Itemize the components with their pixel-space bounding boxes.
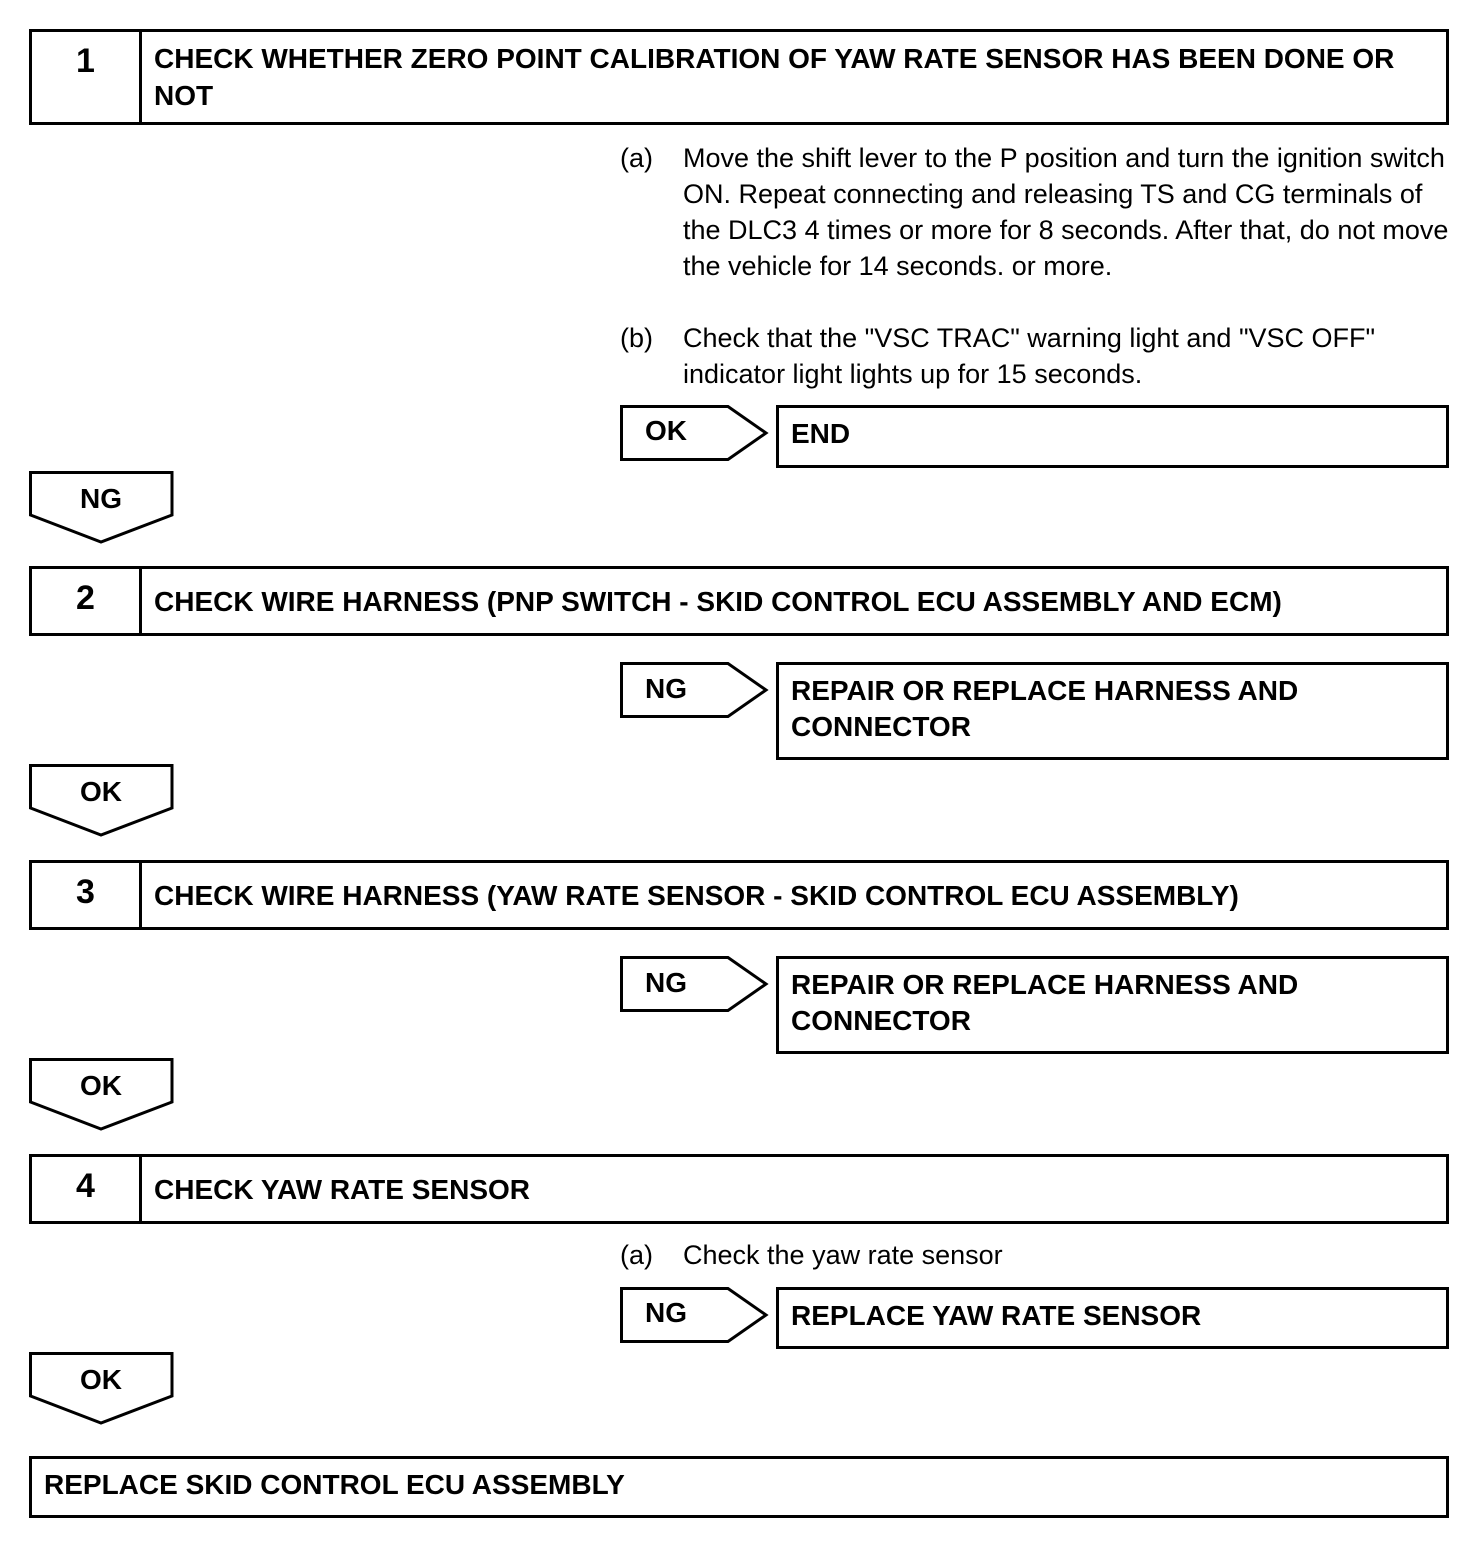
step-4-title: CHECK YAW RATE SENSOR [154, 1174, 530, 1205]
down-arrow-3-label: OK [80, 1070, 122, 1101]
step-4-number: 4 [32, 1157, 142, 1221]
down-arrow-1-label: NG [80, 483, 122, 514]
step-2-title: CHECK WIRE HARNESS (PNP SWITCH - SKID CONTROL ECU ASSEMBLY AND ECM) [154, 586, 1282, 617]
step-3-number: 3 [32, 863, 142, 927]
branch-4-result: REPLACE YAW RATE SENSOR [776, 1287, 1449, 1349]
step-2-box [29, 566, 1449, 636]
step-3-title: CHECK WIRE HARNESS (YAW RATE SENSOR - SKID CONTROL ECU ASSEMBLY) [154, 880, 1239, 911]
branch-1-result: END [776, 405, 1449, 468]
step-4-note-a [620, 1237, 1450, 1273]
down-arrow-4-label: OK [80, 1364, 122, 1395]
step-1-box [29, 29, 1449, 125]
step-3-box [29, 860, 1449, 930]
note-mark: (a) [620, 143, 653, 173]
note-mark: (b) [620, 323, 653, 353]
branch-2-result: REPAIR OR REPLACE HARNESS AND CONNECTOR [776, 662, 1449, 760]
final-box: REPLACE SKID CONTROL ECU ASSEMBLY [29, 1456, 1449, 1518]
branch-3-label: NG [645, 967, 687, 998]
note-mark: (a) [620, 1240, 653, 1270]
step-1-note-a [620, 140, 1450, 284]
down-arrow-2-label: OK [80, 776, 122, 807]
branch-2-label: NG [645, 673, 687, 704]
step-1-note-b [620, 320, 1450, 392]
branch-4-label: NG [645, 1297, 687, 1328]
step-4-box [29, 1154, 1449, 1224]
note-text: Move the shift lever to the P position and turn the ignition switch ON. Repeat connecting and releasing TS and CG terminals of the DLC3 4 times or more for 8 seconds. After that, do not move the vehicle for 14 seconds. or more. [683, 143, 1449, 281]
note-text: Check the yaw rate sensor [683, 1240, 1003, 1270]
step-2-number: 2 [32, 569, 142, 633]
step-1-number: 1 [32, 32, 142, 122]
step-1-title: CHECK WHETHER ZERO POINT CALIBRATION OF YAW RATE SENSOR HAS BEEN DONE OR NOT [154, 43, 1395, 111]
note-text: Check that the "VSC TRAC" warning light and "VSC OFF" indicator light lights up for 15 seconds. [683, 323, 1376, 389]
branch-1-label: OK [645, 415, 687, 446]
branch-3-result: REPAIR OR REPLACE HARNESS AND CONNECTOR [776, 956, 1449, 1054]
